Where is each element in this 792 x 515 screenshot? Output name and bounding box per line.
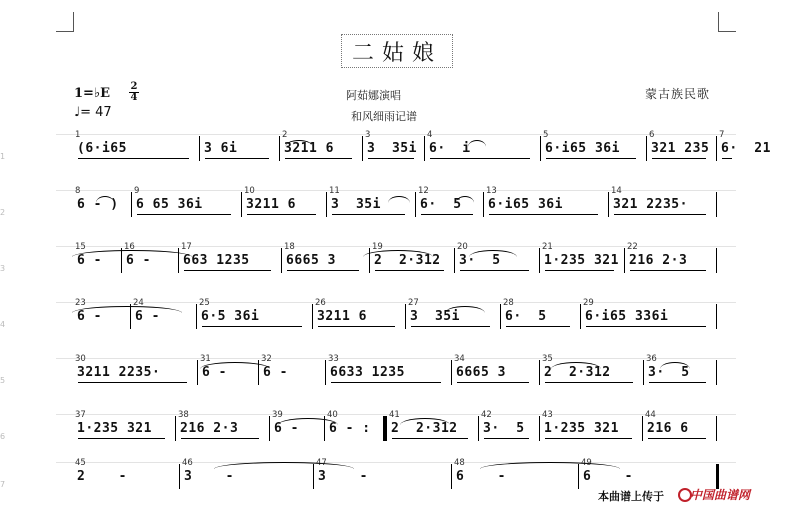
barline bbox=[608, 192, 609, 217]
barline bbox=[451, 464, 452, 489]
measure-number: 8 bbox=[75, 186, 81, 196]
measure-notes: 216 2·3 bbox=[629, 253, 688, 268]
crop-mark bbox=[718, 12, 719, 32]
barline bbox=[241, 192, 242, 217]
measure-number: 13 bbox=[486, 186, 497, 196]
beam-underline bbox=[506, 326, 570, 327]
measure-notes: 6· 21 bbox=[721, 141, 771, 156]
measure-notes: 216 2·3 bbox=[180, 421, 239, 436]
repeat-barline bbox=[383, 416, 386, 441]
measure-number: 11 bbox=[329, 186, 340, 196]
measure-number: 45 bbox=[75, 458, 86, 468]
measure-number: 47 bbox=[316, 458, 327, 468]
beam-underline bbox=[545, 382, 633, 383]
measure-notes: 3· 5 bbox=[483, 421, 525, 436]
slur-tie bbox=[214, 462, 354, 469]
measure-notes: 6 - bbox=[583, 469, 633, 484]
measure-notes: 6 - bbox=[274, 421, 299, 436]
barline bbox=[716, 416, 717, 441]
measure-number: 32 bbox=[261, 354, 272, 364]
beam-underline bbox=[411, 326, 490, 327]
barline bbox=[175, 416, 176, 441]
measure-notes: 6 - ) bbox=[77, 197, 119, 212]
measure-notes: 6633 1235 bbox=[330, 365, 405, 380]
measure-number: 22 bbox=[627, 242, 638, 252]
measure-notes: 6 - bbox=[77, 309, 102, 324]
slur-tie bbox=[363, 250, 433, 257]
measure-notes: 6· 5 bbox=[420, 197, 462, 212]
performer-credit: 阿茹娜演唱 bbox=[346, 89, 401, 102]
slur-tie bbox=[445, 306, 485, 313]
brand-name: 中国曲谱网 bbox=[690, 488, 751, 502]
beam-underline bbox=[457, 382, 529, 383]
measure-notes: 663 1235 bbox=[183, 253, 250, 268]
measure-notes: 6 - bbox=[202, 365, 227, 380]
measure-notes: 6·i65 336i bbox=[585, 309, 669, 324]
barline bbox=[279, 136, 280, 161]
footer-text: 本曲谱上传于 bbox=[598, 490, 664, 503]
measure-notes: 3211 6 bbox=[317, 309, 367, 324]
measure-number: 1 bbox=[75, 130, 81, 140]
barline bbox=[716, 136, 717, 161]
measure-number: 26 bbox=[315, 298, 326, 308]
beam-underline bbox=[460, 270, 529, 271]
measure-notes: 3 35i bbox=[331, 197, 381, 212]
slur-tie bbox=[388, 196, 410, 203]
measure-number: 19 bbox=[372, 242, 383, 252]
line-number: 4 bbox=[0, 320, 6, 329]
barline bbox=[646, 136, 647, 161]
beam-underline bbox=[614, 214, 706, 215]
line-number: 6 bbox=[0, 432, 6, 441]
beam-underline bbox=[421, 214, 473, 215]
beam-underline bbox=[184, 270, 271, 271]
beam-underline bbox=[331, 382, 441, 383]
measure-notes: 6 - bbox=[263, 365, 288, 380]
measure-notes: 321 235 bbox=[651, 141, 710, 156]
barline bbox=[415, 192, 416, 217]
slur-tie bbox=[96, 196, 114, 203]
barline bbox=[716, 360, 717, 385]
barline bbox=[540, 136, 541, 161]
beam-underline bbox=[652, 158, 706, 159]
time-sig-denominator: 4 bbox=[130, 92, 138, 103]
beam-underline bbox=[202, 326, 302, 327]
beam-underline bbox=[205, 158, 269, 159]
barline bbox=[642, 416, 643, 441]
barline bbox=[386, 416, 387, 441]
origin-credit: 蒙古族民歌 bbox=[645, 87, 711, 101]
slur-tie bbox=[400, 418, 450, 425]
measure-number: 20 bbox=[457, 242, 468, 252]
slur-tie bbox=[200, 362, 270, 369]
measure-notes: 3 6i bbox=[204, 141, 238, 156]
slur-tie bbox=[285, 140, 313, 147]
line-number: 3 bbox=[0, 264, 6, 273]
slur-tie bbox=[469, 250, 517, 257]
time-sig-numerator: 2 bbox=[130, 81, 138, 92]
measure-notes: 216 6 bbox=[647, 421, 689, 436]
line-number: 5 bbox=[0, 376, 6, 385]
barline bbox=[312, 304, 313, 329]
measure-number: 42 bbox=[481, 410, 492, 420]
measure-notes: 3211 2235· bbox=[77, 365, 161, 380]
slur-tie bbox=[660, 362, 690, 369]
measure-notes: 2 - bbox=[77, 469, 127, 484]
beam-underline bbox=[648, 438, 706, 439]
barline bbox=[269, 416, 270, 441]
barline bbox=[478, 416, 479, 441]
measure-notes: 3 35i bbox=[410, 309, 460, 324]
beam-underline bbox=[318, 326, 395, 327]
measure-number: 37 bbox=[75, 410, 86, 420]
barline bbox=[624, 248, 625, 273]
measure-notes: 3 - bbox=[318, 469, 368, 484]
measure-number: 14 bbox=[611, 186, 622, 196]
key-signature: 1=♭E bbox=[74, 86, 110, 101]
measure-number: 24 bbox=[133, 298, 144, 308]
slur-tie bbox=[456, 196, 474, 203]
barline bbox=[539, 360, 540, 385]
measure-number: 15 bbox=[75, 242, 86, 252]
measure-notes: 3· 5 bbox=[459, 253, 501, 268]
measure-notes: 6· 5 bbox=[505, 309, 547, 324]
measure-notes: (6·i65 bbox=[77, 141, 127, 156]
transcriber-credit: 和风细雨记谱 bbox=[351, 110, 417, 123]
crop-mark bbox=[56, 31, 74, 32]
staff-guide bbox=[56, 358, 736, 359]
beam-underline bbox=[545, 438, 632, 439]
barline bbox=[424, 136, 425, 161]
beam-underline bbox=[489, 214, 598, 215]
beam-underline bbox=[546, 158, 636, 159]
beam-underline bbox=[649, 382, 706, 383]
beam-underline bbox=[375, 270, 444, 271]
barline bbox=[326, 192, 327, 217]
staff-guide bbox=[56, 190, 736, 191]
time-signature bbox=[129, 82, 139, 103]
slur-tie bbox=[468, 140, 486, 147]
measure-number: 3 bbox=[365, 130, 371, 140]
barline bbox=[281, 248, 282, 273]
measure-number: 29 bbox=[583, 298, 594, 308]
barline bbox=[197, 360, 198, 385]
barline bbox=[500, 304, 501, 329]
staff-guide bbox=[56, 134, 736, 135]
staff-guide bbox=[56, 462, 736, 463]
measure-number: 21 bbox=[542, 242, 553, 252]
barline bbox=[179, 464, 180, 489]
barline bbox=[539, 416, 540, 441]
barline bbox=[362, 136, 363, 161]
measure-number: 10 bbox=[244, 186, 255, 196]
beam-underline bbox=[484, 438, 529, 439]
measure-number: 17 bbox=[181, 242, 192, 252]
barline bbox=[451, 360, 452, 385]
measure-notes: 3211 6 bbox=[246, 197, 296, 212]
measure-notes: 3 35i bbox=[367, 141, 417, 156]
measure-notes: 321 2235· bbox=[613, 197, 688, 212]
measure-notes: 2 2·312 bbox=[544, 365, 611, 380]
barline bbox=[454, 248, 455, 273]
beam-underline bbox=[586, 326, 706, 327]
barline bbox=[539, 248, 540, 273]
slur-tie bbox=[480, 462, 620, 469]
barline bbox=[325, 360, 326, 385]
beam-underline bbox=[392, 438, 468, 439]
slur-tie bbox=[278, 418, 338, 425]
measure-number: 35 bbox=[542, 354, 553, 364]
measure-number: 23 bbox=[75, 298, 86, 308]
measure-notes: 6 - bbox=[135, 309, 160, 324]
measure-number: 6 bbox=[649, 130, 655, 140]
beam-underline bbox=[545, 270, 614, 271]
measure-notes: 6 - bbox=[77, 253, 102, 268]
measure-notes: 6 - : bbox=[329, 421, 371, 436]
measure-number: 44 bbox=[645, 410, 656, 420]
barline bbox=[643, 360, 644, 385]
beam-underline bbox=[332, 214, 405, 215]
barline bbox=[131, 192, 132, 217]
beam-underline bbox=[630, 270, 706, 271]
barline bbox=[716, 192, 717, 217]
measure-number: 12 bbox=[418, 186, 429, 196]
measure-notes: 6 - bbox=[456, 469, 506, 484]
beam-underline bbox=[78, 438, 165, 439]
beam-underline bbox=[722, 158, 732, 159]
beam-underline bbox=[287, 270, 359, 271]
measure-number: 46 bbox=[182, 458, 193, 468]
measure-notes: 3211 6 bbox=[284, 141, 334, 156]
line-number: 7 bbox=[0, 480, 6, 489]
measure-notes: 6·i65 36i bbox=[488, 197, 563, 212]
measure-number: 9 bbox=[134, 186, 140, 196]
measure-number: 5 bbox=[543, 130, 549, 140]
page-title: 二姑娘 bbox=[341, 34, 453, 68]
beam-underline bbox=[285, 158, 352, 159]
measure-notes: 6665 3 bbox=[286, 253, 336, 268]
measure-notes: 6· i bbox=[429, 141, 471, 156]
slur-tie bbox=[551, 362, 601, 369]
measure-number: 18 bbox=[284, 242, 295, 252]
measure-number: 4 bbox=[427, 130, 433, 140]
measure-number: 34 bbox=[454, 354, 465, 364]
crop-mark bbox=[718, 31, 736, 32]
measure-notes: 1·235 321 bbox=[544, 253, 619, 268]
barline bbox=[716, 248, 717, 273]
measure-notes: 6 65 36i bbox=[136, 197, 203, 212]
measure-number: 38 bbox=[178, 410, 189, 420]
crop-mark bbox=[73, 12, 74, 32]
tempo-marking: ♩= 47 bbox=[74, 105, 112, 120]
beam-underline bbox=[181, 438, 259, 439]
barline bbox=[483, 192, 484, 217]
beam-underline bbox=[78, 158, 189, 159]
measure-number: 25 bbox=[199, 298, 210, 308]
measure-notes: 6·i65 36i bbox=[545, 141, 620, 156]
measure-number: 16 bbox=[124, 242, 135, 252]
measure-number: 49 bbox=[581, 458, 592, 468]
barline bbox=[199, 136, 200, 161]
measure-notes: 3 - bbox=[184, 469, 234, 484]
measure-number: 48 bbox=[454, 458, 465, 468]
line-number: 2 bbox=[0, 208, 6, 217]
measure-number: 30 bbox=[75, 354, 86, 364]
beam-underline bbox=[137, 214, 231, 215]
barline bbox=[716, 304, 717, 329]
measure-notes: 2 2·312 bbox=[391, 421, 458, 436]
measure-notes: 2 2·312 bbox=[374, 253, 441, 268]
measure-number: 39 bbox=[272, 410, 283, 420]
slur-tie bbox=[72, 306, 182, 313]
beam-underline bbox=[430, 158, 530, 159]
beam-underline bbox=[368, 158, 414, 159]
beam-underline bbox=[247, 214, 316, 215]
measure-notes: 6·5 36i bbox=[201, 309, 260, 324]
measure-number: 7 bbox=[719, 130, 725, 140]
measure-number: 43 bbox=[542, 410, 553, 420]
measure-number: 41 bbox=[389, 410, 400, 420]
barline bbox=[580, 304, 581, 329]
measure-number: 40 bbox=[327, 410, 338, 420]
measure-notes: 6665 3 bbox=[456, 365, 506, 380]
measure-number: 2 bbox=[282, 130, 288, 140]
barline bbox=[405, 304, 406, 329]
measure-number: 28 bbox=[503, 298, 514, 308]
measure-number: 36 bbox=[646, 354, 657, 364]
measure-number: 31 bbox=[200, 354, 211, 364]
measure-notes: 1·235 321 bbox=[77, 421, 152, 436]
measure-number: 33 bbox=[328, 354, 339, 364]
beam-underline bbox=[78, 382, 187, 383]
barline bbox=[196, 304, 197, 329]
line-number: 1 bbox=[0, 152, 6, 161]
measure-number: 27 bbox=[408, 298, 419, 308]
measure-notes: 1·235 321 bbox=[544, 421, 619, 436]
measure-notes: 6 - bbox=[126, 253, 151, 268]
staff-guide bbox=[56, 302, 736, 303]
measure-notes: 3· 5 bbox=[648, 365, 690, 380]
slur-tie bbox=[72, 250, 192, 257]
